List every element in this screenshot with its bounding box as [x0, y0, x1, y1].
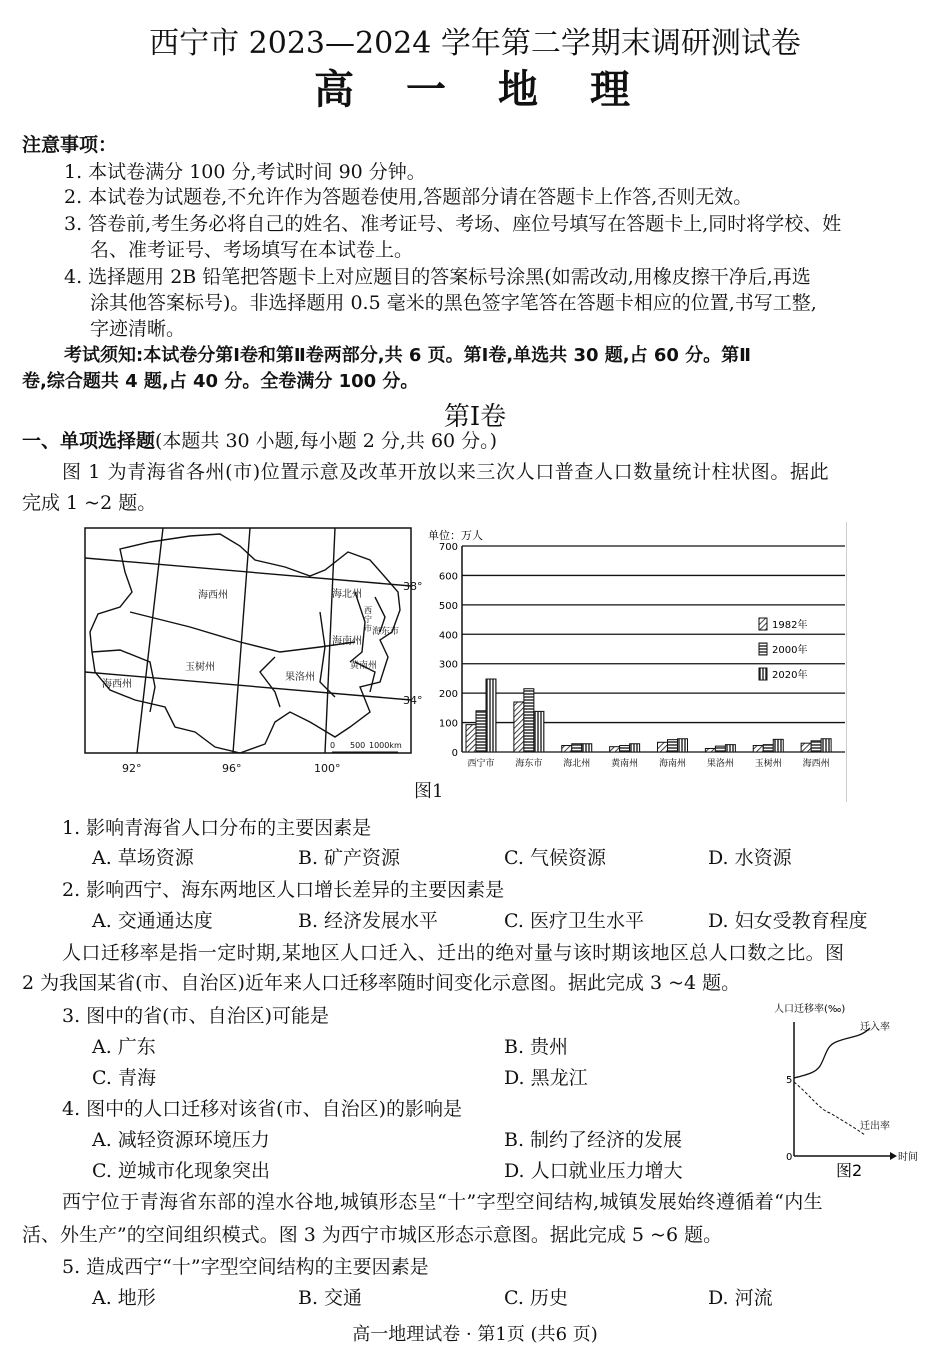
q4-option-c[interactable]: C. 逆城市化现象突出 — [92, 1160, 270, 1182]
intro2-line2: 2 为我国某省(市、自治区)近年来人口迁移率随时间变化示意图。据此完成 3 ~4 题。 — [22, 972, 741, 994]
x-tick-label: 黄南州 — [611, 759, 639, 769]
q4-stem: 4. 图中的人口迁移对该省(市、自治区)的影响是 — [62, 1098, 462, 1120]
bar-1982年 — [466, 725, 476, 752]
q1-option-b[interactable]: B. 矿产资源 — [298, 847, 401, 869]
intro2-line1: 人口迁移率是指一定时期,某地区人口迁入、迁出的绝对量与该时期该地区总人口数之比。图 — [62, 942, 845, 964]
map-label-haixi: 海西州 — [198, 590, 228, 601]
section-heading-note: (本题共 30 小题,每小题 2 分,共 60 分。) — [155, 430, 498, 452]
out-rate-curve — [794, 1082, 865, 1135]
q5-stem: 5. 造成西宁“十”字型空间结构的主要因素是 — [62, 1256, 429, 1278]
map-label-haibei: 海北州 — [332, 589, 362, 600]
x-tick-label: 西宁市 — [467, 759, 495, 769]
bar-2020年 — [725, 745, 735, 752]
legend-swatch — [759, 643, 767, 655]
bar-1982年 — [705, 748, 715, 752]
x-tick-label: 海东市 — [515, 759, 543, 769]
q5-option-a[interactable]: A. 地形 — [92, 1287, 156, 1309]
bar-2020年 — [678, 739, 688, 752]
legend-swatch — [759, 668, 767, 680]
bar-2000年 — [715, 746, 725, 752]
fig2-xlabel: 时间 — [898, 1152, 918, 1163]
page-footer: 高一地理试卷 · 第1页 (共6 页) — [352, 1324, 598, 1345]
subject-title: 高 一 地 理 — [314, 67, 636, 113]
fig2-in-label: 迁入率 — [860, 1022, 890, 1033]
map-label-xining-3: 市 — [364, 624, 372, 633]
note-1: 1. 本试卷满分 100 分,考试时间 90 分钟。 — [64, 161, 426, 183]
bar-2000年 — [620, 746, 630, 752]
bar-2020年 — [773, 739, 783, 752]
bar-2020年 — [486, 679, 496, 752]
fig2-caption: 图2 — [836, 1161, 863, 1180]
bar-2000年 — [572, 744, 582, 752]
bar-2020年 — [630, 744, 640, 752]
x-tick-label: 海南州 — [658, 759, 687, 769]
bar-1982年 — [753, 746, 763, 752]
bar-1982年 — [801, 743, 811, 752]
bar-2000年 — [668, 740, 678, 752]
legend-label: 2000年 — [772, 645, 808, 656]
note-4-cont2: 字迹清晰。 — [90, 318, 186, 340]
bar-2020年 — [582, 744, 592, 752]
x-tick-label: 海西州 — [802, 759, 830, 769]
bar-1982年 — [610, 747, 620, 752]
chart-unit-label: 单位：万人 — [428, 529, 483, 542]
y-tick-label: 100 — [438, 718, 458, 730]
fig2-ylabel: 人口迁移率(‰) — [774, 1004, 846, 1015]
x-tick-label: 玉树州 — [754, 759, 782, 769]
x-tick-label: 海北州 — [563, 759, 591, 769]
fig2-y-mark: 5 — [786, 1075, 793, 1086]
map-label-xining-1: 西 — [364, 606, 372, 615]
bar-2000年 — [524, 689, 534, 752]
map-label-guoluo: 果洛州 — [285, 672, 315, 683]
intro3-line2: 活、外生产”的空间组织模式。图 3 为西宁市城区形态示意图。据此完成 5 ~6 题。 — [22, 1224, 723, 1246]
y-tick-label: 300 — [438, 659, 458, 671]
bar-2020年 — [821, 739, 831, 752]
lat-label-38: 38° — [403, 580, 423, 593]
bar-1982年 — [658, 742, 668, 752]
q1-stem: 1. 影响青海省人口分布的主要因素是 — [62, 817, 372, 839]
bar-2000年 — [811, 741, 821, 752]
y-tick-label: 0 — [451, 748, 458, 759]
q3-option-a[interactable]: A. 广东 — [92, 1036, 156, 1058]
lon-label-100: 100° — [314, 762, 341, 775]
intro1-line1: 图 1 为青海省各州(市)位置示意及改革开放以来三次人口普查人口数量统计柱状图。据此 — [62, 461, 830, 483]
q2-stem: 2. 影响西宁、海东两地区人口增长差异的主要因素是 — [62, 879, 505, 901]
intro3-line1: 西宁位于青海省东部的湟水谷地,城镇形态呈“十”字型空间结构,城镇发展始终遵循着“内生 — [62, 1191, 824, 1213]
map-label-huangnan: 黄南州 — [350, 661, 378, 671]
y-tick-label: 500 — [438, 600, 458, 612]
legend-label: 2020年 — [772, 670, 808, 681]
q1-option-d[interactable]: D. 水资源 — [708, 847, 792, 869]
map-label-haidong: 海东市 — [372, 627, 400, 637]
figure1-caption: 图1 — [414, 781, 444, 802]
map-label-xining-2: 宁 — [364, 615, 372, 624]
y-tick-label: 700 — [438, 542, 458, 553]
q2-option-b[interactable]: B. 经济发展水平 — [298, 910, 439, 932]
map-label-yushu: 玉树州 — [185, 662, 215, 673]
scale-500: 500 — [350, 741, 366, 750]
lon-label-96: 96° — [222, 762, 242, 775]
note-3-cont: 名、准考证号、考场填写在本试卷上。 — [90, 239, 414, 261]
lon-label-92: 92° — [122, 762, 142, 775]
q5-option-c[interactable]: C. 历史 — [504, 1287, 568, 1309]
legend-swatch — [759, 618, 767, 630]
figure-border — [846, 522, 847, 802]
bar-2000年 — [763, 745, 773, 752]
migration-rate-figure — [770, 1000, 940, 1180]
q1-option-a[interactable]: A. 草场资源 — [92, 847, 194, 869]
exam-title: 西宁市 2023—2024 学年第二学期末调研测试卷 — [149, 26, 801, 61]
notes-heading: 注意事项： — [22, 134, 118, 156]
note-4-cont: 涂其他答案标号)。非选择题用 0.5 毫米的黑色签字笔答在答题卡相应的位置,书写工整, — [90, 292, 817, 314]
exam-info-cont: 卷,综合题共 4 题,占 40 分。全卷满分 100 分。 — [22, 371, 419, 392]
x-tick-label: 果洛州 — [706, 759, 734, 769]
fig2-out-label: 迁出率 — [860, 1121, 890, 1132]
note-2: 2. 本试卷为试题卷,不允许作为答题卷使用,答题部分请在答题卡上作答,否则无效。 — [64, 186, 753, 208]
q5-option-d[interactable]: D. 河流 — [708, 1287, 773, 1309]
q2-option-c[interactable]: C. 医疗卫生水平 — [504, 910, 644, 932]
section-heading — [22, 429, 497, 453]
section-heading-label: 一、单项选择题 — [22, 430, 156, 452]
q1-option-c[interactable]: C. 气候资源 — [504, 847, 606, 869]
population-bar-chart — [420, 522, 850, 772]
q3-option-d[interactable]: D. 黑龙江 — [504, 1067, 588, 1089]
q4-option-a[interactable]: A. 减轻资源环境压力 — [92, 1129, 270, 1151]
q3-stem: 3. 图中的省(市、自治区)可能是 — [62, 1005, 329, 1027]
q3-option-c[interactable]: C. 青海 — [92, 1067, 156, 1089]
bar-1982年 — [562, 746, 572, 752]
q4-option-b[interactable]: B. 制约了经济的发展 — [504, 1129, 683, 1151]
bar-2000年 — [476, 711, 486, 752]
q4-option-d[interactable]: D. 人口就业压力增大 — [504, 1160, 683, 1182]
y-tick-label: 600 — [438, 571, 458, 583]
exam-info: 考试须知:本试卷分第Ⅰ卷和第Ⅱ卷两部分,共 6 页。第Ⅰ卷,单选共 30 题,占 60 分。第Ⅱ — [64, 345, 752, 366]
qinghai-map — [80, 522, 425, 777]
note-3: 3. 答卷前,考生务必将自己的姓名、准考证号、考场、座位号填写在答题卡上,同时将学校、姓 — [64, 213, 842, 235]
intro1-line2: 完成 1 ~2 题。 — [22, 492, 157, 514]
longitude-92-line — [137, 528, 163, 753]
fig2-origin: 0 — [786, 1152, 793, 1163]
q2-option-d[interactable]: D. 妇女受教育程度 — [708, 910, 868, 932]
map-label-haixi-2: 海西州 — [102, 679, 132, 690]
section-title: 第Ⅰ卷 — [443, 402, 507, 432]
lat-label-34: 34° — [403, 694, 423, 707]
in-rate-curve — [794, 1028, 870, 1078]
scale-0: 0 — [330, 741, 336, 750]
y-tick-label: 200 — [438, 689, 458, 701]
q5-option-b[interactable]: B. 交通 — [298, 1287, 363, 1309]
fig2-x-arrow — [890, 1152, 897, 1160]
legend-label: 1982年 — [772, 620, 808, 631]
q3-option-b[interactable]: B. 贵州 — [504, 1036, 569, 1058]
y-tick-label: 400 — [438, 630, 458, 642]
map-label-hainan: 海南州 — [332, 636, 362, 647]
note-4: 4. 选择题用 2B 铅笔把答题卡上对应题目的答案标号涂黑(如需改动,用橡皮擦干净后,再选 — [64, 266, 811, 288]
bar-2020年 — [534, 711, 544, 752]
q2-option-a[interactable]: A. 交通通达度 — [92, 910, 213, 932]
scale-1000: 1000km — [369, 741, 402, 750]
bar-1982年 — [514, 702, 524, 752]
